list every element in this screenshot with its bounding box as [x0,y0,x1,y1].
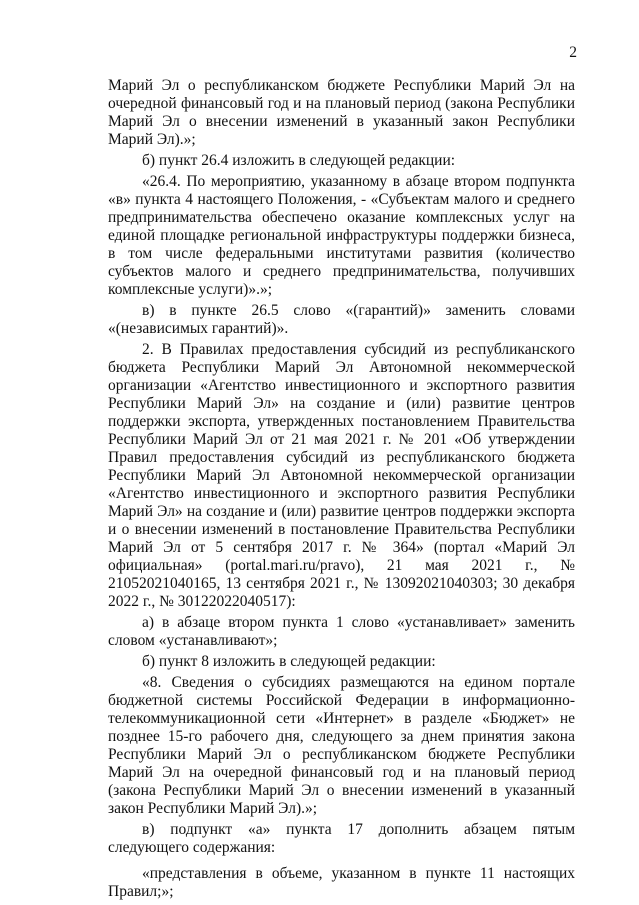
paragraph-subitem-a-item-1: а) в абзаце втором пункта 1 слово «устанавливает» заменить словом «устанавливают»; [108,614,575,649]
page-number: 2 [569,44,577,61]
paragraph-continuation: Марий Эл о республиканском бюджете Республики Марий Эл на очередной финансовый год и на плановый период (закона Республики Марий Эл о внесении изменений в указанный закон Республики Марий Эл).»; [108,77,575,148]
document-body [108,77,575,901]
paragraph-item-2: 2. В Правилах предоставления субсидий из республиканского бюджета Республики Марий Эл Автономной некоммерческой организации «Агентство инвестиционного и экспортного развития Республики Марий Эл» на создание и (или) развитие центров поддержки экспорта, утвержденных постановлением Правительства Республики Марий Эл от 21 мая 2021 г. № 201 «Об утверждении Правил предоставления субсидий из республиканского бюджета Республики Марий Эл Автономной некоммерческой организации «Агентство инвестиционного и экспортного развития Республики Марий Эл» на создание и (или) развитие центров поддержки экспорта и о внесении изменений в постановление Правительства Республики Марий Эл от 5 сентября 2017 г. № 364» (портал «Марий Эл официальная» (portal.mari.ru/pravo), 21 мая 2021 г., № 21052021040165, 13 сентября 2021 г., № 13092021040303; 30 декабря 2022 г., № 30122022040517): [108,341,575,610]
paragraph-subitem-b-item-8: б) пункт 8 изложить в следующей редакции: [142,653,436,670]
paragraph-subitem-b-26-4: б) пункт 26.4 изложить в следующей редакции: [142,152,456,169]
paragraph-quote-26-4: «26.4. По мероприятию, указанному в абзаце втором подпункта «в» пункта 4 настоящего Положения, - «Субъектам малого и среднего предпринимательства обеспечено оказание комплексных услуг на единой площадке региональной инфраструктуры поддержки бизнеса, в том числе федеральными институтами развития (количество субъектов малого и среднего предпринимательства, получивших комплексные услуги)».»; [108,173,575,298]
paragraph-subitem-v-item-17: в) подпункт «а» пункта 17 дополнить абзацем пятым следующего содержания: [108,821,575,856]
paragraph-quote-item-8: «8. Сведения о субсидиях размещаются на едином портале бюджетной системы Российской Федерации в информационно-телекоммуникационной сети «Интернет» в разделе «Бюджет» не позднее 15-го рабочего дня, следующего за днем принятия закона Республики Марий Эл о республиканском бюджете Республики Марий Эл на очередной финансовый год и на плановый период (закона Республики Марий Эл о внесении изменений в указанный закон Республики Марий Эл).»; [108,674,575,817]
paragraph-quote-item-17: «представления в объеме, указанном в пункте 11 настоящих Правил;»; [108,865,575,900]
paragraph-subitem-v-26-5: в) в пункте 26.5 слово «(гарантий)» заменить словами «(независимых гарантий)». [108,302,575,337]
